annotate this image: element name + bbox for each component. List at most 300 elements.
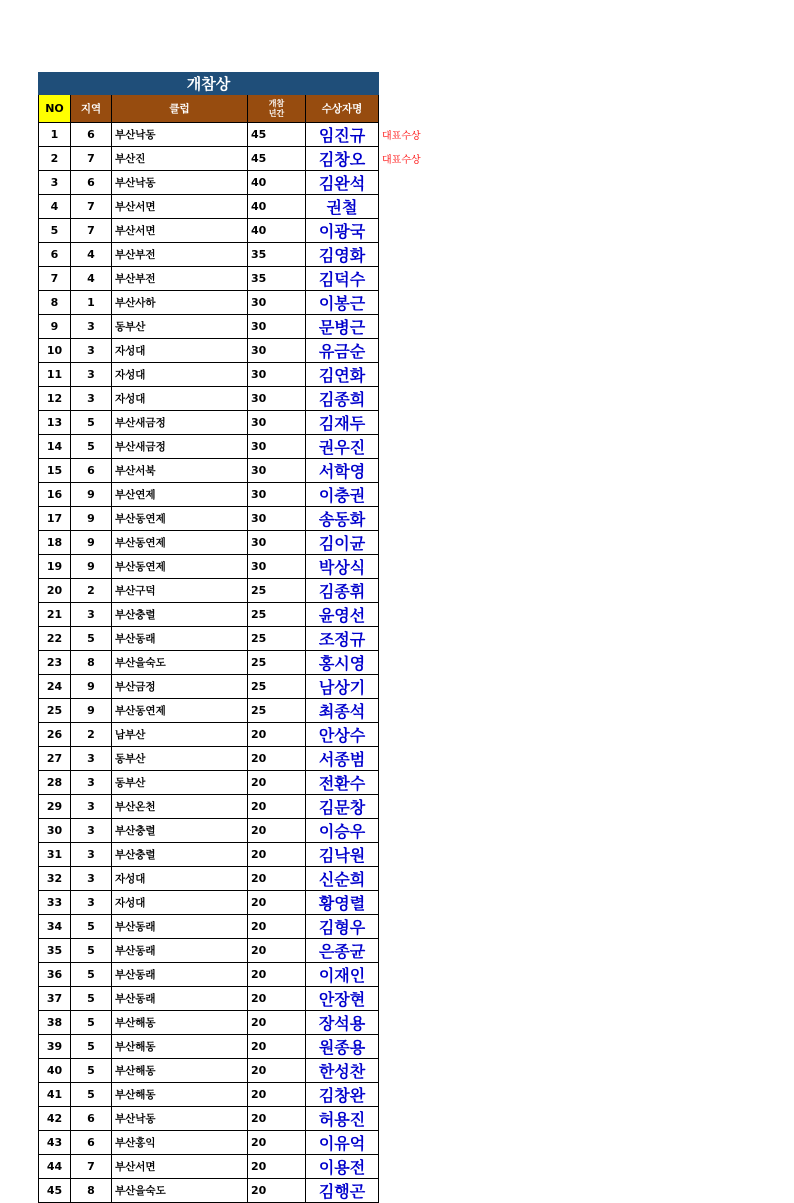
cell-region: 2 xyxy=(71,579,112,603)
cell-note xyxy=(379,579,439,603)
cell-note xyxy=(379,627,439,651)
cell-region: 3 xyxy=(71,795,112,819)
table-row xyxy=(39,555,439,579)
cell-region: 5 xyxy=(71,987,112,1011)
cell-no: 31 xyxy=(39,843,71,867)
cell-years: 30 xyxy=(248,531,306,555)
cell-name: 김이균 xyxy=(306,531,379,555)
cell-club: 동부산 xyxy=(112,315,248,339)
cell-no: 19 xyxy=(39,555,71,579)
cell-years: 25 xyxy=(248,603,306,627)
cell-years: 20 xyxy=(248,1059,306,1083)
cell-region: 5 xyxy=(71,411,112,435)
cell-years: 20 xyxy=(248,939,306,963)
cell-club: 부산온천 xyxy=(112,795,248,819)
cell-club: 부산해동 xyxy=(112,1011,248,1035)
cell-name: 윤영선 xyxy=(306,603,379,627)
cell-name: 송동화 xyxy=(306,507,379,531)
cell-note xyxy=(379,843,439,867)
table-row xyxy=(39,771,439,795)
table-row xyxy=(39,1107,439,1131)
cell-name: 김창완 xyxy=(306,1083,379,1107)
cell-no: 37 xyxy=(39,987,71,1011)
cell-name: 김낙원 xyxy=(306,843,379,867)
cell-years: 20 xyxy=(248,1131,306,1155)
cell-note xyxy=(379,1059,439,1083)
table-row xyxy=(39,195,439,219)
cell-years: 30 xyxy=(248,387,306,411)
table-row xyxy=(39,483,439,507)
cell-region: 3 xyxy=(71,819,112,843)
cell-region: 5 xyxy=(71,1011,112,1035)
header-club: 클럽 xyxy=(112,95,248,123)
award-sheet xyxy=(38,72,439,1203)
cell-name: 은종균 xyxy=(306,939,379,963)
cell-club: 부산서면 xyxy=(112,1155,248,1179)
cell-club: 부산동연제 xyxy=(112,555,248,579)
cell-club: 부산동래 xyxy=(112,987,248,1011)
cell-note xyxy=(379,171,439,195)
cell-name: 김재두 xyxy=(306,411,379,435)
cell-region: 2 xyxy=(71,723,112,747)
cell-note xyxy=(379,1035,439,1059)
cell-years: 25 xyxy=(248,651,306,675)
cell-years: 20 xyxy=(248,723,306,747)
cell-no: 9 xyxy=(39,315,71,339)
cell-note xyxy=(379,459,439,483)
cell-name: 임진규 xyxy=(306,123,379,147)
cell-club: 부산낙동 xyxy=(112,123,248,147)
cell-region: 3 xyxy=(71,603,112,627)
cell-note xyxy=(379,699,439,723)
cell-note xyxy=(379,219,439,243)
table-row xyxy=(39,1083,439,1107)
cell-region: 5 xyxy=(71,1035,112,1059)
cell-years: 35 xyxy=(248,243,306,267)
cell-years: 30 xyxy=(248,315,306,339)
cell-club: 부산낙동 xyxy=(112,1107,248,1131)
cell-club: 부산해동 xyxy=(112,1035,248,1059)
cell-name: 박상식 xyxy=(306,555,379,579)
cell-note xyxy=(379,1083,439,1107)
cell-club: 부산사하 xyxy=(112,291,248,315)
cell-years: 30 xyxy=(248,483,306,507)
table-row xyxy=(39,747,439,771)
table-row xyxy=(39,627,439,651)
cell-note xyxy=(379,771,439,795)
table-row xyxy=(39,675,439,699)
cell-name: 김문창 xyxy=(306,795,379,819)
cell-note xyxy=(379,267,439,291)
header-years-line1: 개참 xyxy=(268,98,285,108)
title-row xyxy=(39,73,439,95)
cell-no: 25 xyxy=(39,699,71,723)
cell-no: 11 xyxy=(39,363,71,387)
cell-no: 6 xyxy=(39,243,71,267)
cell-years: 25 xyxy=(248,579,306,603)
cell-name: 이봉근 xyxy=(306,291,379,315)
cell-club: 부산진 xyxy=(112,147,248,171)
cell-region: 3 xyxy=(71,891,112,915)
cell-note xyxy=(379,891,439,915)
cell-no: 32 xyxy=(39,867,71,891)
cell-note xyxy=(379,867,439,891)
cell-note xyxy=(379,819,439,843)
cell-years: 40 xyxy=(248,171,306,195)
cell-no: 13 xyxy=(39,411,71,435)
cell-no: 42 xyxy=(39,1107,71,1131)
cell-no: 40 xyxy=(39,1059,71,1083)
cell-region: 7 xyxy=(71,195,112,219)
cell-region: 3 xyxy=(71,843,112,867)
cell-years: 20 xyxy=(248,1083,306,1107)
cell-name: 권철 xyxy=(306,195,379,219)
table-row xyxy=(39,1179,439,1203)
cell-no: 8 xyxy=(39,291,71,315)
cell-note xyxy=(379,1131,439,1155)
cell-years: 40 xyxy=(248,195,306,219)
cell-years: 20 xyxy=(248,1035,306,1059)
table-row xyxy=(39,891,439,915)
cell-note xyxy=(379,1107,439,1131)
cell-region: 3 xyxy=(71,363,112,387)
cell-note xyxy=(379,291,439,315)
cell-name: 김행곤 xyxy=(306,1179,379,1203)
cell-name: 신순희 xyxy=(306,867,379,891)
table-row xyxy=(39,1059,439,1083)
cell-name: 김형우 xyxy=(306,915,379,939)
cell-years: 20 xyxy=(248,891,306,915)
cell-name: 최종석 xyxy=(306,699,379,723)
cell-name: 서학영 xyxy=(306,459,379,483)
cell-name: 서종범 xyxy=(306,747,379,771)
cell-region: 4 xyxy=(71,267,112,291)
cell-note xyxy=(379,363,439,387)
table-row xyxy=(39,651,439,675)
header-name: 수상자명 xyxy=(306,95,379,123)
cell-name: 김종희 xyxy=(306,387,379,411)
cell-no: 21 xyxy=(39,603,71,627)
table-row xyxy=(39,843,439,867)
cell-club: 부산해동 xyxy=(112,1059,248,1083)
cell-region: 9 xyxy=(71,699,112,723)
cell-no: 15 xyxy=(39,459,71,483)
cell-note xyxy=(379,507,439,531)
table-row xyxy=(39,411,439,435)
cell-years: 20 xyxy=(248,1107,306,1131)
cell-name: 유금순 xyxy=(306,339,379,363)
cell-years: 35 xyxy=(248,267,306,291)
cell-no: 12 xyxy=(39,387,71,411)
cell-region: 6 xyxy=(71,1131,112,1155)
cell-region: 3 xyxy=(71,867,112,891)
cell-region: 6 xyxy=(71,123,112,147)
header-no: NO xyxy=(39,95,71,123)
cell-no: 41 xyxy=(39,1083,71,1107)
cell-name: 이승우 xyxy=(306,819,379,843)
cell-note xyxy=(379,387,439,411)
cell-years: 20 xyxy=(248,1155,306,1179)
cell-name: 이유억 xyxy=(306,1131,379,1155)
cell-region: 6 xyxy=(71,459,112,483)
cell-club: 동부산 xyxy=(112,747,248,771)
cell-note xyxy=(379,1011,439,1035)
cell-region: 3 xyxy=(71,315,112,339)
cell-region: 5 xyxy=(71,435,112,459)
cell-no: 34 xyxy=(39,915,71,939)
cell-note xyxy=(379,483,439,507)
table-row xyxy=(39,963,439,987)
table-row xyxy=(39,459,439,483)
cell-note xyxy=(379,723,439,747)
cell-club: 부산부전 xyxy=(112,243,248,267)
table-row xyxy=(39,171,439,195)
cell-no: 1 xyxy=(39,123,71,147)
cell-no: 29 xyxy=(39,795,71,819)
cell-no: 33 xyxy=(39,891,71,915)
cell-years: 25 xyxy=(248,675,306,699)
cell-years: 30 xyxy=(248,291,306,315)
cell-club: 자성대 xyxy=(112,891,248,915)
table-row xyxy=(39,387,439,411)
cell-no: 20 xyxy=(39,579,71,603)
cell-name: 황영렬 xyxy=(306,891,379,915)
cell-no: 3 xyxy=(39,171,71,195)
cell-region: 3 xyxy=(71,771,112,795)
table-row xyxy=(39,291,439,315)
cell-club: 부산동래 xyxy=(112,915,248,939)
table-row xyxy=(39,339,439,363)
cell-note: 대표수상 xyxy=(382,155,421,166)
header-row xyxy=(39,95,439,123)
cell-years: 30 xyxy=(248,507,306,531)
cell-club: 부산충렬 xyxy=(112,819,248,843)
cell-club: 부산해동 xyxy=(112,1083,248,1107)
cell-no: 44 xyxy=(39,1155,71,1179)
cell-years: 30 xyxy=(248,459,306,483)
table-row xyxy=(39,267,439,291)
award-table xyxy=(38,72,439,1203)
cell-note xyxy=(379,963,439,987)
cell-region: 9 xyxy=(71,507,112,531)
cell-no: 24 xyxy=(39,675,71,699)
cell-club: 부산새금정 xyxy=(112,435,248,459)
header-years xyxy=(248,95,306,123)
cell-club: 자성대 xyxy=(112,867,248,891)
cell-region: 9 xyxy=(71,675,112,699)
cell-note xyxy=(379,1155,439,1179)
cell-region: 1 xyxy=(71,291,112,315)
cell-no: 26 xyxy=(39,723,71,747)
cell-years: 20 xyxy=(248,867,306,891)
cell-note xyxy=(379,939,439,963)
cell-no: 30 xyxy=(39,819,71,843)
cell-region: 5 xyxy=(71,627,112,651)
cell-no: 2 xyxy=(39,147,71,171)
cell-no: 38 xyxy=(39,1011,71,1035)
cell-name: 전환수 xyxy=(306,771,379,795)
cell-club: 부산동연제 xyxy=(112,699,248,723)
cell-region: 5 xyxy=(71,939,112,963)
table-row xyxy=(39,579,439,603)
cell-years: 25 xyxy=(248,627,306,651)
cell-club: 부산동래 xyxy=(112,939,248,963)
table-row xyxy=(39,219,439,243)
cell-no: 27 xyxy=(39,747,71,771)
cell-note xyxy=(379,531,439,555)
cell-club: 자성대 xyxy=(112,339,248,363)
cell-no: 28 xyxy=(39,771,71,795)
cell-note xyxy=(379,1179,439,1203)
cell-name: 김종휘 xyxy=(306,579,379,603)
cell-club: 부산구덕 xyxy=(112,579,248,603)
table-row xyxy=(39,1035,439,1059)
cell-years: 30 xyxy=(248,435,306,459)
cell-years: 20 xyxy=(248,795,306,819)
header-years-line2: 년간 xyxy=(268,108,285,118)
table-title: 개참상 xyxy=(39,73,379,95)
table-row xyxy=(39,435,439,459)
cell-club: 부산동연제 xyxy=(112,507,248,531)
cell-club: 부산동연제 xyxy=(112,531,248,555)
table-row xyxy=(39,915,439,939)
cell-club: 부산금정 xyxy=(112,675,248,699)
cell-name: 김연화 xyxy=(306,363,379,387)
cell-note xyxy=(379,243,439,267)
cell-club: 부산충렬 xyxy=(112,843,248,867)
cell-club: 부산낙동 xyxy=(112,171,248,195)
cell-club: 부산부전 xyxy=(112,267,248,291)
cell-no: 17 xyxy=(39,507,71,531)
cell-name: 허용진 xyxy=(306,1107,379,1131)
cell-club: 부산새금정 xyxy=(112,411,248,435)
cell-name: 이광국 xyxy=(306,219,379,243)
cell-region: 3 xyxy=(71,747,112,771)
cell-region: 8 xyxy=(71,1179,112,1203)
cell-region: 8 xyxy=(71,651,112,675)
cell-no: 39 xyxy=(39,1035,71,1059)
cell-note xyxy=(379,435,439,459)
cell-years: 45 xyxy=(248,123,306,147)
cell-years: 30 xyxy=(248,555,306,579)
cell-club: 부산서면 xyxy=(112,219,248,243)
cell-no: 35 xyxy=(39,939,71,963)
table-row xyxy=(39,795,439,819)
cell-name: 문병근 xyxy=(306,315,379,339)
cell-region: 5 xyxy=(71,1083,112,1107)
cell-club: 부산연제 xyxy=(112,483,248,507)
cell-years: 30 xyxy=(248,339,306,363)
table-row xyxy=(39,867,439,891)
cell-note xyxy=(379,195,439,219)
cell-name: 김영화 xyxy=(306,243,379,267)
cell-no: 36 xyxy=(39,963,71,987)
cell-years: 20 xyxy=(248,843,306,867)
table-body xyxy=(39,123,439,1203)
cell-no: 23 xyxy=(39,651,71,675)
table-row xyxy=(39,1011,439,1035)
table-row xyxy=(39,699,439,723)
cell-club: 부산충렬 xyxy=(112,603,248,627)
cell-no: 10 xyxy=(39,339,71,363)
table-row xyxy=(39,507,439,531)
cell-name: 김덕수 xyxy=(306,267,379,291)
table-row xyxy=(39,147,439,171)
cell-club: 자성대 xyxy=(112,387,248,411)
cell-years: 20 xyxy=(248,771,306,795)
cell-note xyxy=(379,315,439,339)
cell-years: 20 xyxy=(248,987,306,1011)
cell-region: 5 xyxy=(71,1059,112,1083)
cell-note: 대표수상 xyxy=(382,131,421,142)
cell-name: 홍시영 xyxy=(306,651,379,675)
cell-no: 14 xyxy=(39,435,71,459)
cell-years: 20 xyxy=(248,1179,306,1203)
cell-note xyxy=(379,651,439,675)
cell-no: 7 xyxy=(39,267,71,291)
cell-club: 자성대 xyxy=(112,363,248,387)
cell-years: 45 xyxy=(248,147,306,171)
cell-region: 7 xyxy=(71,1155,112,1179)
cell-region: 6 xyxy=(71,1107,112,1131)
cell-region: 3 xyxy=(71,339,112,363)
cell-no: 45 xyxy=(39,1179,71,1203)
cell-region: 6 xyxy=(71,171,112,195)
cell-name: 장석용 xyxy=(306,1011,379,1035)
cell-no: 5 xyxy=(39,219,71,243)
cell-years: 40 xyxy=(248,219,306,243)
cell-region: 9 xyxy=(71,483,112,507)
cell-no: 43 xyxy=(39,1131,71,1155)
table-row xyxy=(39,531,439,555)
cell-note xyxy=(379,675,439,699)
cell-note xyxy=(379,555,439,579)
cell-club: 부산을숙도 xyxy=(112,651,248,675)
table-row xyxy=(39,123,439,147)
cell-club: 부산을숙도 xyxy=(112,1179,248,1203)
cell-club: 부산홍익 xyxy=(112,1131,248,1155)
table-row xyxy=(39,723,439,747)
cell-note xyxy=(379,411,439,435)
cell-name: 원종용 xyxy=(306,1035,379,1059)
cell-note xyxy=(379,339,439,363)
cell-note xyxy=(379,795,439,819)
cell-no: 22 xyxy=(39,627,71,651)
cell-club: 남부산 xyxy=(112,723,248,747)
table-row xyxy=(39,603,439,627)
cell-name: 안장현 xyxy=(306,987,379,1011)
table-row xyxy=(39,1155,439,1179)
cell-club: 부산서북 xyxy=(112,459,248,483)
table-row xyxy=(39,1131,439,1155)
cell-name: 안상수 xyxy=(306,723,379,747)
header-region: 지역 xyxy=(71,95,112,123)
cell-club: 동부산 xyxy=(112,771,248,795)
table-row xyxy=(39,819,439,843)
cell-club: 부산동래 xyxy=(112,627,248,651)
cell-years: 30 xyxy=(248,411,306,435)
cell-name: 한성찬 xyxy=(306,1059,379,1083)
cell-region: 3 xyxy=(71,387,112,411)
cell-region: 4 xyxy=(71,243,112,267)
cell-no: 4 xyxy=(39,195,71,219)
cell-region: 7 xyxy=(71,219,112,243)
cell-name: 이충권 xyxy=(306,483,379,507)
table-row xyxy=(39,939,439,963)
cell-years: 20 xyxy=(248,915,306,939)
cell-name: 조정규 xyxy=(306,627,379,651)
cell-name: 김완석 xyxy=(306,171,379,195)
